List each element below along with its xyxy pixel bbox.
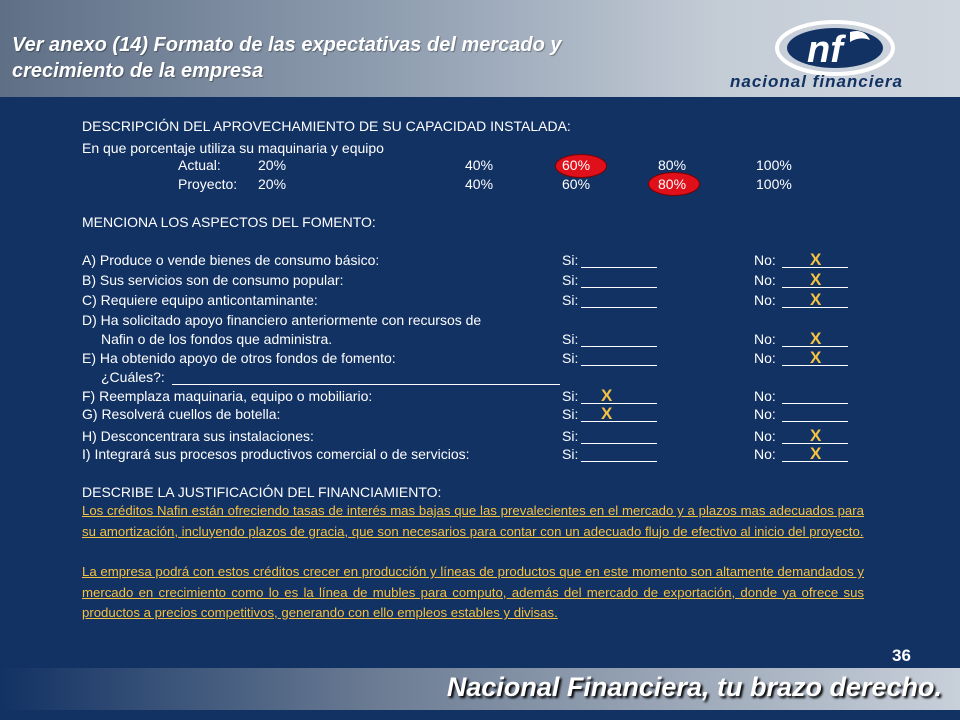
no-label: No: (754, 292, 776, 308)
no-field[interactable] (782, 290, 848, 309)
header-banner (0, 0, 960, 97)
page-title: Ver anexo (14) Formato de las expectativas del mercado y crecimiento de la empresa (12, 34, 562, 82)
no-label: No: (754, 331, 776, 347)
no-field[interactable] (782, 426, 848, 445)
fomento-item-label: G) Resolverá cuellos de botella: (82, 406, 281, 422)
si-label: Si: (562, 446, 579, 462)
fomento-item-label: C) Requiere equipo anticontaminante: (82, 292, 318, 308)
fomento-item-label: I) Integrará sus procesos productivos comercial o de servicios: (82, 446, 470, 462)
no-field[interactable] (782, 389, 848, 404)
cuales-field[interactable] (172, 370, 560, 385)
check-mark: X (810, 444, 822, 463)
si-field[interactable] (581, 386, 657, 405)
si-label: Si: (562, 350, 579, 366)
capacity-heading: DESCRIPCIÓN DEL APROVECHAMIENTO DE SU CAPACIDAD INSTALADA: (82, 118, 571, 134)
nafin-logo (710, 10, 960, 97)
justification-heading: DESCRIBE LA JUSTIFICACIÓN DEL FINANCIAMIENTO: (82, 484, 442, 500)
proyecto-option: 40% (465, 176, 494, 192)
fomento-heading: MENCIONA LOS ASPECTOS DEL FOMENTO: (82, 214, 376, 230)
no-field[interactable] (782, 407, 848, 422)
si-field[interactable] (581, 253, 657, 268)
no-field[interactable] (782, 250, 848, 269)
justification-paragraph-2: La empresa podrá con estos créditos crecer en producción y líneas de productos que en este momento son altamente demandados y mercado en crecimiento como lo es la línea de mubles para computo, además del mercado de exportación, donde ya ofrece sus productos a precios competitivos, generando con ello empleos estables y divisas. (82, 564, 864, 620)
si-field[interactable] (581, 351, 657, 366)
fomento-item-label: E) Ha obtenido apoyo de otros fondos de fomento: (82, 350, 396, 366)
fomento-item-label: F) Reemplaza maquinaria, equipo o mobiliario: (82, 388, 373, 404)
actual-label: Actual: (178, 157, 221, 173)
page-number: 36 (892, 646, 911, 665)
check-mark: X (810, 348, 822, 367)
check-mark: X (601, 386, 613, 405)
actual-option: 20% (258, 157, 287, 173)
no-label: No: (754, 252, 776, 268)
check-mark: X (810, 329, 822, 348)
si-field[interactable] (581, 332, 657, 347)
actual-option-selected: 60% (562, 157, 591, 173)
si-label: Si: (562, 428, 579, 444)
capacity-question: En que porcentaje utiliza su maquinaria y equipo (82, 140, 384, 156)
check-mark: X (810, 270, 822, 289)
actual-option: 40% (465, 157, 494, 173)
actual-option: 100% (756, 157, 792, 173)
no-label: No: (754, 350, 776, 366)
fomento-item-label: D) Ha solicitado apoyo financiero anteriormente con recursos de (82, 312, 482, 328)
proyecto-option: 60% (562, 176, 591, 192)
no-field[interactable] (782, 348, 848, 367)
fomento-item-label: B) Sus servicios son de consumo popular: (82, 272, 344, 288)
check-mark: X (810, 250, 822, 269)
fomento-item-label: A) Produce o vende bienes de consumo básico: (82, 252, 380, 268)
si-label: Si: (562, 272, 579, 288)
check-mark: X (810, 290, 822, 309)
check-mark: X (810, 426, 822, 445)
footer-slogan: Nacional Financiera, tu brazo derecho. (446, 672, 942, 702)
no-field[interactable] (782, 444, 848, 463)
no-label: No: (754, 388, 776, 404)
no-label: No: (754, 446, 776, 462)
si-label: Si: (562, 406, 579, 422)
no-field[interactable] (782, 329, 848, 348)
si-field[interactable] (581, 447, 657, 462)
justification-paragraph-1: Los créditos Nafin están ofreciendo tasas de interés mas bajas que las prevalecientes en el mercado y a plazos mas adecuados para su amortización, incluyendo plazos de gracia, que son necesarios para contar con un adecuado flujo de efectivo al inicio del proyecto. (82, 503, 864, 539)
actual-option: 80% (658, 157, 687, 173)
no-label: No: (754, 272, 776, 288)
fomento-item-label: H) Desconcentrara sus instalaciones: (82, 428, 314, 444)
check-mark: X (601, 404, 613, 423)
footer-banner (0, 668, 960, 710)
si-label: Si: (562, 388, 579, 404)
cuales-label: ¿Cuáles?: (101, 369, 165, 385)
fomento-item-label-cont: Nafin o de los fondos que administra. (101, 331, 333, 347)
si-field[interactable] (581, 273, 657, 288)
proyecto-option: 100% (756, 176, 792, 192)
si-label: Si: (562, 252, 579, 268)
si-label: Si: (562, 292, 579, 308)
logo-text: nacional financiera (730, 72, 903, 91)
si-field[interactable] (581, 404, 657, 423)
no-label: No: (754, 406, 776, 422)
proyecto-option-selected: 80% (658, 176, 687, 192)
svg-text:nf: nf (807, 29, 843, 71)
proyecto-option: 20% (258, 176, 287, 192)
si-label: Si: (562, 331, 579, 347)
no-label: No: (754, 428, 776, 444)
proyecto-label: Proyecto: (178, 176, 238, 192)
si-field[interactable] (581, 429, 657, 444)
no-field[interactable] (782, 270, 848, 289)
si-field[interactable] (581, 293, 657, 308)
